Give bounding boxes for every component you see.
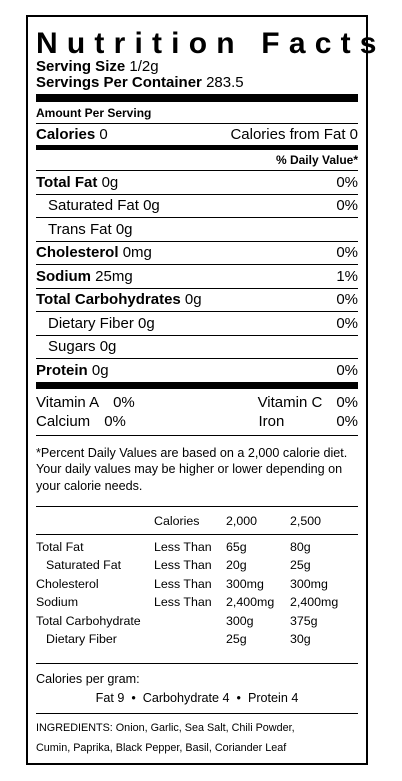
table-cell: Total Fat <box>36 539 84 554</box>
calories-value: 0 <box>99 126 108 143</box>
nutrient-row <box>36 171 358 195</box>
table-row <box>36 630 358 649</box>
table-cell: 25g <box>226 632 247 647</box>
divider-thick <box>36 382 358 389</box>
nutrient-daily-value: 0% <box>336 361 358 379</box>
nutrient-amount: 0g <box>99 338 117 356</box>
servings-per-container: Servings Per Container 283.5 <box>36 74 244 91</box>
table-row <box>36 593 358 612</box>
table-cell: 2,400mg <box>290 595 339 610</box>
nutrient-name: Total Fat <box>36 173 98 191</box>
table-cell: 25g <box>290 558 311 573</box>
nutrient-row <box>36 195 358 219</box>
calories-per-gram: Fat 9 • Carbohydrate 4 • Protein 4 <box>95 690 299 705</box>
table-cell: Less Than <box>154 595 212 610</box>
nutrient-name: Total Carbohydrates <box>36 291 181 309</box>
table-cell: Less Than <box>154 539 212 554</box>
amount-per-serving: Amount Per Serving <box>36 105 152 120</box>
vitamin-name: Vitamin C <box>257 393 323 411</box>
vitamin-section <box>36 389 358 436</box>
calories-row <box>36 124 358 146</box>
table-cell: Total Carbohydrate <box>36 613 141 628</box>
vitamin-value: 0% <box>336 412 358 430</box>
table-cell: 300g <box>226 613 254 628</box>
table-cell: Sodium <box>36 595 79 610</box>
nutrient-amount: 0g <box>184 291 202 309</box>
vitamin-value: 0% <box>113 393 135 411</box>
nutrient-name: Cholesterol <box>36 244 119 262</box>
calories-from-fat: Calories from Fat 0 <box>230 126 358 143</box>
divider <box>36 506 358 507</box>
vitamin-name: Iron <box>258 412 285 430</box>
ingredients <box>36 718 358 758</box>
daily-value-header: % Daily Value* <box>275 153 358 167</box>
nutrient-row <box>36 218 358 242</box>
nutrient-name: Sugars <box>48 338 96 356</box>
amount-per-serving-row <box>36 102 358 124</box>
nutrient-daily-value: 0% <box>336 244 358 262</box>
ingredients-line: INGREDIENTS: Onion, Garlic, Sea Salt, Chili Powder, <box>36 721 295 734</box>
nutrient-amount: 0g <box>115 220 133 238</box>
table-row <box>36 538 358 557</box>
calories-label: Calories <box>36 126 96 143</box>
nutrient-daily-value: 0% <box>336 173 358 191</box>
table-cell: 2,400mg <box>226 595 275 610</box>
divider <box>36 534 358 535</box>
nutrient-name: Saturated Fat <box>48 197 139 215</box>
table-header-row <box>36 512 358 531</box>
table-cell: Saturated Fat <box>46 558 122 573</box>
table-header-cell: 2,000 <box>226 514 258 529</box>
table-cell: 80g <box>290 539 311 554</box>
nutrient-amount: 0g <box>143 197 160 215</box>
divider <box>36 663 358 664</box>
daily-value-table <box>36 512 358 531</box>
table-cell <box>154 612 226 631</box>
table-row <box>36 575 358 594</box>
nutrient-row <box>36 265 358 289</box>
divider <box>36 713 358 714</box>
nutrient-row <box>36 242 358 266</box>
daily-value-table-body <box>36 538 358 649</box>
table-cell <box>154 630 226 649</box>
footnote: *Percent Daily Values are based on a 2,000 calorie diet. Your daily values may be higher or lower depending on your calorie needs. <box>36 445 348 493</box>
table-cell: 300mg <box>290 576 328 591</box>
table-cell: 30g <box>290 632 311 647</box>
nutrient-amount: 0g <box>138 314 155 332</box>
daily-value-table-wrap <box>36 506 358 649</box>
nutrient-daily-value: 0% <box>336 314 358 332</box>
nutrient-daily-value: 0% <box>336 291 358 309</box>
table-row <box>36 556 358 575</box>
nutrient-row <box>36 289 358 313</box>
nutrient-list <box>36 171 358 382</box>
table-cell: 300mg <box>226 576 264 591</box>
vitamin-row <box>36 393 358 412</box>
table-cell: 65g <box>226 539 247 554</box>
nutrient-daily-value: 0% <box>336 197 358 215</box>
table-cell: 20g <box>226 558 247 573</box>
nutrient-daily-value: 1% <box>336 267 358 285</box>
calories-per-gram-label: Calories per gram: <box>36 671 140 686</box>
nutrient-row <box>36 312 358 336</box>
table-cell: Less Than <box>154 576 212 591</box>
vitamin-row <box>36 412 358 431</box>
table-header-cell <box>36 512 154 531</box>
table-cell: 375g <box>290 613 318 628</box>
nutrient-name: Trans Fat <box>48 220 112 238</box>
table-cell: Cholesterol <box>36 576 99 591</box>
divider-thick <box>36 94 358 102</box>
nutrient-name: Protein <box>36 361 88 379</box>
table-header-cell: Calories <box>154 514 200 529</box>
nutrient-amount: 0g <box>101 173 119 191</box>
table-row <box>36 612 358 631</box>
vitamin-value: 0% <box>104 412 126 430</box>
nutrient-amount: 0g <box>91 361 109 379</box>
vitamin-name: Calcium <box>36 412 91 430</box>
nutrient-name: Sodium <box>36 267 91 285</box>
nutrition-label <box>26 15 386 765</box>
label-title: Nutrition Facts <box>36 27 386 60</box>
nutrient-row <box>36 336 358 360</box>
daily-value-header-row <box>36 150 358 171</box>
table-cell: Dietary Fiber <box>46 632 117 647</box>
ingredients-line: Cumin, Paprika, Black Pepper, Basil, Coriander Leaf <box>36 741 287 754</box>
nutrient-name: Dietary Fiber <box>48 314 134 332</box>
serving-size: Serving Size 1/2g <box>36 58 159 75</box>
vitamin-value: 0% <box>336 393 358 411</box>
nutrient-row <box>36 359 358 382</box>
table-header-cell: 2,500 <box>290 514 322 529</box>
vitamin-name: Vitamin A <box>36 393 100 411</box>
table-cell: Less Than <box>154 558 212 573</box>
nutrient-amount: 0mg <box>122 244 152 262</box>
nutrient-amount: 25mg <box>95 267 133 285</box>
